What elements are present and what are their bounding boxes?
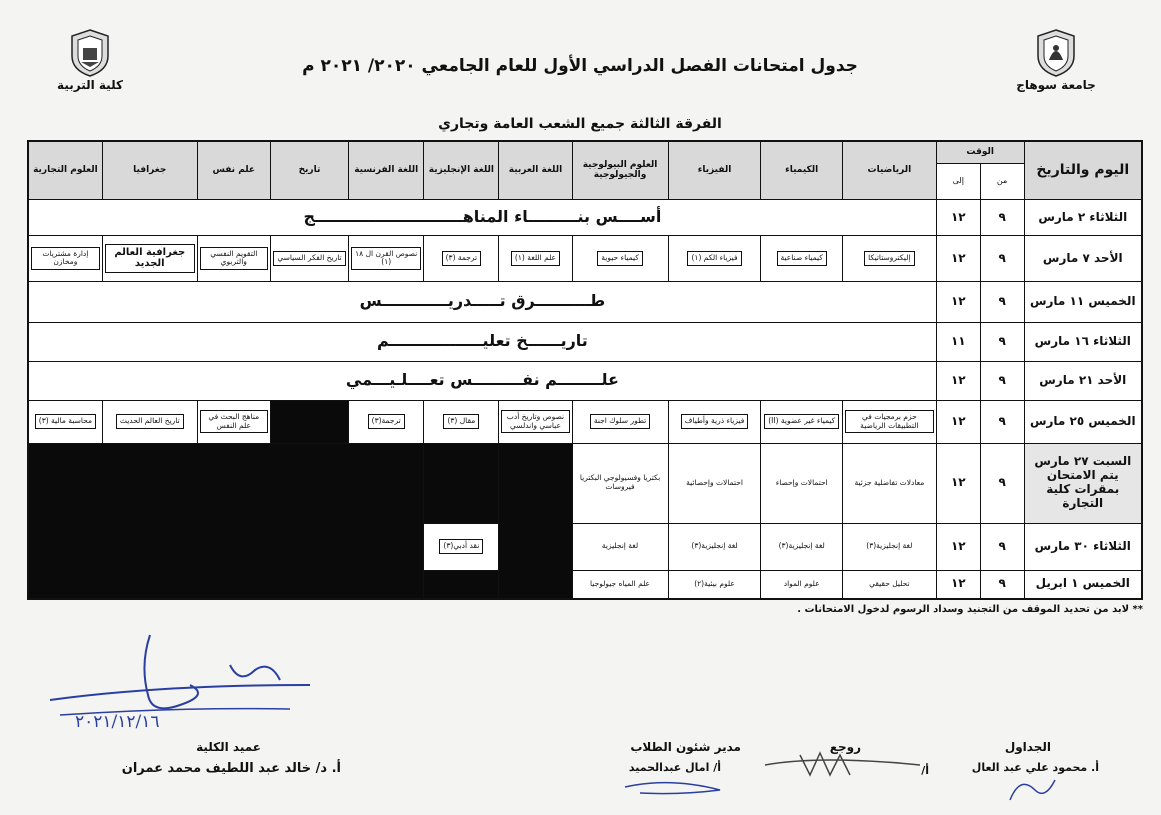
table-row: [28, 322, 1142, 361]
subject-header: تاريخ: [270, 141, 348, 199]
exam-cell: [761, 400, 842, 443]
subject-header: علم نفس: [197, 141, 270, 199]
schedules-signature-name: أ. محمود علي عبد العال: [971, 761, 1099, 774]
subject-header: اللغة الفرنسية: [349, 141, 424, 199]
row-day: الأحد ٧ مارس: [1024, 236, 1142, 281]
exam-subject: التقويم النفسي والتربوي: [200, 247, 268, 270]
row-to: ١٢: [936, 570, 980, 599]
exam-subject: نصوص وتاريخ أدب عباسي واندلسي: [501, 410, 569, 433]
blacked-out-cell: [499, 443, 572, 599]
exam-subject: تاريخ الفكر السياسي: [273, 251, 345, 266]
merged-subject-cell: أســــس بنـــــــــاء المناهـــــــــــــــــــــــــــج: [28, 199, 936, 236]
reviewed-signature-name: أ/: [921, 764, 929, 777]
exam-subject: ترجمة (٣): [442, 251, 482, 266]
page-subtitle: الفرقة الثالثة جميع الشعب العامة وتجاري: [438, 116, 722, 132]
row-day: الثلاثاء ٢ مارس: [1024, 199, 1142, 236]
time-from-header: من: [980, 163, 1024, 199]
row-day: الخميس ١ ابريل: [1024, 570, 1142, 599]
exam-subject: كيمياء غير عضوية (II): [764, 414, 839, 429]
footnote: ** لابد من تحديد الموقف من التجنيد وسداد الرسوم لدخول الامتحانات .: [797, 604, 1143, 615]
merged-subject-cell: طــــــــــرق تـــــدريــــــــــــس: [28, 281, 936, 322]
table-row: [28, 199, 1142, 236]
row-to: ١٢: [936, 443, 980, 523]
exam-cell: [197, 400, 270, 443]
row-from: ٩: [980, 570, 1024, 599]
exam-cell: لغة إنجليزية: [572, 523, 668, 570]
table-row: [28, 361, 1142, 400]
row-day: الخميس ٢٥ مارس: [1024, 400, 1142, 443]
row-from: ٩: [980, 281, 1024, 322]
exam-cell: [842, 400, 936, 443]
exam-cell: [499, 400, 572, 443]
exam-cell: [761, 236, 842, 281]
exam-cell: علوم المواد: [761, 570, 842, 599]
subject-header: اللغة الإنجليزية: [424, 141, 499, 199]
row-to: ١٢: [936, 281, 980, 322]
schedules-signature-title: الجداول: [1004, 740, 1051, 754]
exam-cell: احتمالات وإحصائية: [668, 443, 761, 523]
exam-subject: كيمياء صناعية: [777, 251, 827, 266]
exam-cell: لغة إنجليزية(٣): [668, 523, 761, 570]
university-name: جامعة سوهاج: [1016, 78, 1096, 92]
exam-cell: علم المياه جيولوجيا: [572, 570, 668, 599]
time-header: الوقت: [936, 141, 1024, 163]
row-day: السبت ٢٧ مارس يتم الامتحان بمقرات كلية التجارة: [1024, 443, 1142, 523]
row-from: ٩: [980, 199, 1024, 236]
table-row: [28, 236, 1142, 281]
exam-cell: [668, 236, 761, 281]
exam-cell: [572, 400, 668, 443]
exam-subject: فيزياء الكم (١): [687, 251, 741, 266]
faculty-name: كلية التربية: [57, 78, 123, 92]
time-to-header: إلى: [936, 163, 980, 199]
table-row: [28, 443, 1142, 523]
affairs-signature-title: مدير شئون الطلاب: [630, 740, 741, 754]
blacked-out-cell: [424, 443, 499, 523]
exam-subject: فيزياء ذرية وأطياف: [681, 414, 749, 429]
subject-header: الفيزياء: [668, 141, 761, 199]
subject-header: العلوم التجارية: [28, 141, 102, 199]
exam-subject: نصوص القرن ال ١٨ (١): [351, 247, 421, 270]
university-logo-block: [1011, 28, 1101, 92]
exam-cell: [424, 236, 499, 281]
exam-cell: [668, 400, 761, 443]
row-from: ٩: [980, 400, 1024, 443]
exam-schedule-table: [27, 140, 1143, 600]
exam-cell: معادلات تفاضلية جزئية: [842, 443, 936, 523]
exam-subject: جغرافية العالم الجديد: [105, 244, 195, 273]
row-day: الثلاثاء ٣٠ مارس: [1024, 523, 1142, 570]
handwritten-date: ٢٠٢١/١٢/١٦: [75, 712, 160, 732]
exam-cell: احتمالات وإحصاء: [761, 443, 842, 523]
faculty-crest-icon: [69, 28, 111, 78]
exam-subject: ترجمة(٣): [368, 414, 405, 429]
row-to: ١٢: [936, 400, 980, 443]
row-day: الثلاثاء ١٦ مارس: [1024, 322, 1142, 361]
row-to: ١٢: [936, 236, 980, 281]
subject-header: اللغة العربية: [499, 141, 572, 199]
exam-subject: تطور سلوك اجنة: [590, 414, 650, 429]
row-to: ١٢: [936, 361, 980, 400]
exam-cell: [102, 400, 197, 443]
exam-cell: [28, 236, 102, 281]
affairs-signature-name: أ/ امال عبدالحميد: [628, 761, 721, 774]
row-from: ٩: [980, 523, 1024, 570]
subject-header: العلوم البيولوجية والجيولوجية: [572, 141, 668, 199]
blacked-out-block: [28, 443, 424, 599]
exam-cell: [499, 236, 572, 281]
exam-cell: [28, 400, 102, 443]
exam-cell: [424, 523, 499, 570]
row-from: ٩: [980, 361, 1024, 400]
row-to: ١٢: [936, 199, 980, 236]
subject-header: الرياضيات: [842, 141, 936, 199]
row-to: ١٢: [936, 523, 980, 570]
row-from: ٩: [980, 443, 1024, 523]
page-title: جدول امتحانات الفصل الدراسي الأول للعام الجامعي ٢٠٢٠/ ٢٠٢١ م: [302, 56, 858, 76]
exam-cell: [197, 236, 270, 281]
exam-subject: علم اللغة (١): [511, 251, 560, 266]
exam-cell: [349, 400, 424, 443]
exam-cell: بكتريا وفسيولوجي البكتريا فيروسات: [572, 443, 668, 523]
exam-cell: [349, 236, 424, 281]
table-row: [28, 281, 1142, 322]
dean-signature-name: أ. د/ خالد عبد اللطيف محمد عمران: [121, 761, 341, 776]
exam-subject: مقال (٣): [443, 414, 479, 429]
exam-cell: [572, 236, 668, 281]
exam-cell: علوم بيئية(٢): [668, 570, 761, 599]
row-to: ١١: [936, 322, 980, 361]
blacked-out-cell: [270, 400, 348, 443]
exam-subject: إدارة مشتريات ومخازن: [31, 247, 100, 270]
exam-subject: مناهج البحث في علم النفس: [200, 410, 268, 433]
row-day: الخميس ١١ مارس: [1024, 281, 1142, 322]
merged-subject-cell: تاريــــــخ تعليـــــــــــــــــم: [28, 322, 936, 361]
faculty-logo-block: [40, 28, 140, 92]
exam-subject: محاسبة مالية (٣): [35, 414, 96, 429]
row-from: ٩: [980, 322, 1024, 361]
exam-cell: تحليل حقيقي: [842, 570, 936, 599]
subject-header: جغرافيا: [102, 141, 197, 199]
schedules-signature-scribble-icon: [1000, 770, 1060, 810]
reviewed-signature-title: روجع: [829, 740, 861, 754]
exam-cell: [842, 236, 936, 281]
row-day: الأحد ٢١ مارس: [1024, 361, 1142, 400]
exam-subject: حزم برمجيات في التطبيقات الرياضية: [845, 410, 934, 433]
exam-subject: إليكتروستاتيكا: [864, 251, 914, 266]
exam-cell: لغة إنجليزية(٣): [761, 523, 842, 570]
exam-subject: تاريخ العالم الحديث: [116, 414, 184, 429]
row-from: ٩: [980, 236, 1024, 281]
merged-subject-cell: علــــــــم نفـــــــــس تعــــلـيـــمي: [28, 361, 936, 400]
exam-subject: نقد أدبي(٣): [439, 539, 483, 554]
exam-cell: [270, 236, 348, 281]
university-crest-icon: [1035, 28, 1077, 78]
reviewed-signature-scribble-icon: [760, 745, 930, 785]
table-header-row: [28, 141, 1142, 163]
exam-cell: [102, 236, 197, 281]
exam-cell: [424, 400, 499, 443]
table-row: [28, 400, 1142, 443]
blacked-out-cell: [424, 570, 499, 599]
exam-cell: لغة إنجليزية(٣): [842, 523, 936, 570]
dean-signature-title: عميد الكلية: [196, 740, 261, 754]
exam-subject: كيمياء حيوية: [597, 251, 643, 266]
affairs-signature-scribble-icon: [620, 775, 730, 800]
subject-header: الكيمياء: [761, 141, 842, 199]
day-date-header: اليوم والتاريخ: [1024, 141, 1142, 199]
